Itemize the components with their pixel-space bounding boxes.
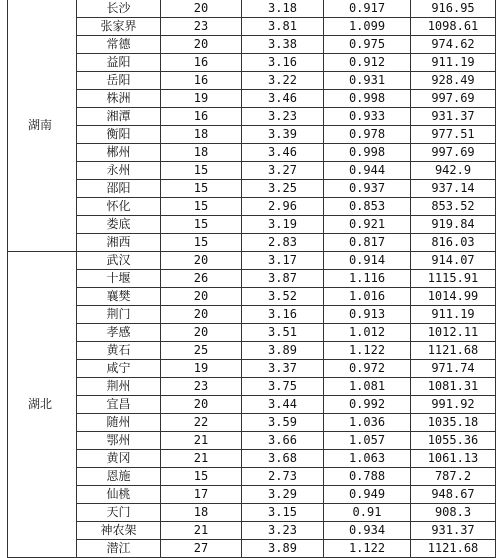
table-row	[8, 486, 496, 504]
value-cell-v2: 2.83	[242, 234, 324, 252]
value-cell-v2: 3.39	[242, 126, 324, 144]
city-cell: 荆门	[77, 306, 161, 324]
table-row	[8, 126, 496, 144]
value-cell-v4: 1098.61	[411, 18, 496, 36]
value-cell-v3: 0.937	[324, 180, 411, 198]
value-cell-v4: 974.62	[411, 36, 496, 54]
city-cell: 襄樊	[77, 288, 161, 306]
table-row	[8, 504, 496, 522]
table-row	[8, 162, 496, 180]
value-cell-v4: 931.37	[411, 522, 496, 540]
value-cell-v3: 0.998	[324, 90, 411, 108]
value-cell-v3: 0.944	[324, 162, 411, 180]
city-cell: 神农架	[77, 522, 161, 540]
value-cell-v4: 931.37	[411, 108, 496, 126]
value-cell-v1: 21	[161, 450, 242, 468]
value-cell-v2: 3.16	[242, 306, 324, 324]
value-cell-v4: 928.49	[411, 72, 496, 90]
value-cell-v3: 0.931	[324, 72, 411, 90]
value-cell-v3: 1.012	[324, 324, 411, 342]
city-cell: 恩施	[77, 468, 161, 486]
value-cell-v1: 19	[161, 90, 242, 108]
value-cell-v4: 908.3	[411, 504, 496, 522]
city-cell: 娄底	[77, 216, 161, 234]
value-cell-v1: 21	[161, 522, 242, 540]
value-cell-v4: 991.92	[411, 396, 496, 414]
city-cell: 岳阳	[77, 72, 161, 90]
value-cell-v4: 1121.68	[411, 540, 496, 558]
value-cell-v2: 3.81	[242, 18, 324, 36]
data-table	[7, 0, 496, 558]
value-cell-v3: 1.122	[324, 342, 411, 360]
value-cell-v4: 911.19	[411, 54, 496, 72]
value-cell-v3: 0.917	[324, 0, 411, 18]
value-cell-v3: 0.934	[324, 522, 411, 540]
value-cell-v2: 3.17	[242, 252, 324, 270]
value-cell-v4: 1115.91	[411, 270, 496, 288]
value-cell-v3: 0.992	[324, 396, 411, 414]
value-cell-v4: 1012.11	[411, 324, 496, 342]
value-cell-v3: 1.099	[324, 18, 411, 36]
value-cell-v3: 1.057	[324, 432, 411, 450]
table-row	[8, 54, 496, 72]
table-row	[8, 270, 496, 288]
table-row	[8, 18, 496, 36]
value-cell-v3: 1.116	[324, 270, 411, 288]
value-cell-v1: 20	[161, 324, 242, 342]
value-cell-v1: 20	[161, 288, 242, 306]
table-row	[8, 198, 496, 216]
value-cell-v1: 15	[161, 468, 242, 486]
value-cell-v1: 16	[161, 54, 242, 72]
city-cell: 长沙	[77, 0, 161, 18]
value-cell-v2: 3.23	[242, 522, 324, 540]
city-cell: 仙桃	[77, 486, 161, 504]
value-cell-v2: 3.68	[242, 450, 324, 468]
table-row	[8, 180, 496, 198]
value-cell-v2: 3.46	[242, 144, 324, 162]
city-cell: 潜江	[77, 540, 161, 558]
value-cell-v3: 0.975	[324, 36, 411, 54]
value-cell-v2: 3.25	[242, 180, 324, 198]
value-cell-v2: 3.19	[242, 216, 324, 234]
value-cell-v4: 1081.31	[411, 378, 496, 396]
value-cell-v4: 1061.13	[411, 450, 496, 468]
city-cell: 邵阳	[77, 180, 161, 198]
value-cell-v1: 25	[161, 342, 242, 360]
city-cell: 湘潭	[77, 108, 161, 126]
value-cell-v4: 1035.18	[411, 414, 496, 432]
value-cell-v2: 3.89	[242, 342, 324, 360]
value-cell-v2: 3.66	[242, 432, 324, 450]
table-row	[8, 144, 496, 162]
value-cell-v1: 21	[161, 432, 242, 450]
value-cell-v4: 919.84	[411, 216, 496, 234]
city-cell: 郴州	[77, 144, 161, 162]
table-row	[8, 342, 496, 360]
value-cell-v1: 20	[161, 252, 242, 270]
table-row	[8, 414, 496, 432]
value-cell-v1: 22	[161, 414, 242, 432]
value-cell-v4: 914.07	[411, 252, 496, 270]
value-cell-v2: 2.96	[242, 198, 324, 216]
value-cell-v2: 3.89	[242, 540, 324, 558]
value-cell-v3: 0.921	[324, 216, 411, 234]
value-cell-v1: 15	[161, 216, 242, 234]
table-row	[8, 216, 496, 234]
value-cell-v1: 20	[161, 306, 242, 324]
value-cell-v4: 977.51	[411, 126, 496, 144]
value-cell-v1: 15	[161, 180, 242, 198]
city-cell: 永州	[77, 162, 161, 180]
table-row	[8, 396, 496, 414]
city-cell: 湘西	[77, 234, 161, 252]
table-row	[8, 378, 496, 396]
value-cell-v3: 0.91	[324, 504, 411, 522]
table-body	[8, 0, 496, 558]
value-cell-v3: 0.914	[324, 252, 411, 270]
city-cell: 鄂州	[77, 432, 161, 450]
city-cell: 怀化	[77, 198, 161, 216]
value-cell-v1: 18	[161, 144, 242, 162]
city-cell: 咸宁	[77, 360, 161, 378]
table-row	[8, 90, 496, 108]
table-row	[8, 108, 496, 126]
value-cell-v1: 17	[161, 486, 242, 504]
table-row	[8, 288, 496, 306]
city-cell: 黄石	[77, 342, 161, 360]
value-cell-v2: 3.15	[242, 504, 324, 522]
value-cell-v1: 15	[161, 162, 242, 180]
value-cell-v4: 997.69	[411, 144, 496, 162]
value-cell-v3: 0.912	[324, 54, 411, 72]
value-cell-v2: 3.29	[242, 486, 324, 504]
value-cell-v3: 0.853	[324, 198, 411, 216]
value-cell-v2: 3.27	[242, 162, 324, 180]
value-cell-v3: 1.122	[324, 540, 411, 558]
value-cell-v3: 0.972	[324, 360, 411, 378]
value-cell-v2: 3.44	[242, 396, 324, 414]
value-cell-v3: 1.063	[324, 450, 411, 468]
value-cell-v3: 0.933	[324, 108, 411, 126]
table-row	[8, 234, 496, 252]
city-cell: 天门	[77, 504, 161, 522]
city-cell: 荆州	[77, 378, 161, 396]
table-row	[8, 540, 496, 558]
value-cell-v1: 20	[161, 396, 242, 414]
value-cell-v1: 20	[161, 36, 242, 54]
value-cell-v1: 26	[161, 270, 242, 288]
value-cell-v4: 971.74	[411, 360, 496, 378]
value-cell-v4: 816.03	[411, 234, 496, 252]
table-row	[8, 306, 496, 324]
value-cell-v4: 942.9	[411, 162, 496, 180]
value-cell-v2: 3.18	[242, 0, 324, 18]
city-cell: 益阳	[77, 54, 161, 72]
table-row	[8, 360, 496, 378]
table-row	[8, 468, 496, 486]
value-cell-v1: 23	[161, 378, 242, 396]
value-cell-v3: 1.081	[324, 378, 411, 396]
value-cell-v4: 937.14	[411, 180, 496, 198]
value-cell-v1: 16	[161, 72, 242, 90]
value-cell-v2: 3.37	[242, 360, 324, 378]
table-row	[8, 522, 496, 540]
value-cell-v1: 16	[161, 108, 242, 126]
value-cell-v4: 916.95	[411, 0, 496, 18]
city-cell: 株洲	[77, 90, 161, 108]
value-cell-v3: 1.036	[324, 414, 411, 432]
value-cell-v1: 15	[161, 198, 242, 216]
value-cell-v1: 15	[161, 234, 242, 252]
city-cell: 武汉	[77, 252, 161, 270]
value-cell-v1: 20	[161, 0, 242, 18]
value-cell-v1: 27	[161, 540, 242, 558]
value-cell-v2: 3.38	[242, 36, 324, 54]
value-cell-v4: 948.67	[411, 486, 496, 504]
province-cell: 湖北	[8, 252, 77, 558]
city-cell: 宜昌	[77, 396, 161, 414]
value-cell-v3: 0.978	[324, 126, 411, 144]
table-row	[8, 450, 496, 468]
city-cell: 黄冈	[77, 450, 161, 468]
city-cell: 张家界	[77, 18, 161, 36]
value-cell-v4: 1055.36	[411, 432, 496, 450]
value-cell-v1: 18	[161, 126, 242, 144]
city-cell: 孝感	[77, 324, 161, 342]
value-cell-v3: 0.788	[324, 468, 411, 486]
value-cell-v4: 1121.68	[411, 342, 496, 360]
value-cell-v2: 3.75	[242, 378, 324, 396]
value-cell-v4: 1014.99	[411, 288, 496, 306]
value-cell-v1: 19	[161, 360, 242, 378]
city-cell: 随州	[77, 414, 161, 432]
table-row	[8, 72, 496, 90]
value-cell-v4: 911.19	[411, 306, 496, 324]
value-cell-v3: 0.998	[324, 144, 411, 162]
value-cell-v2: 3.22	[242, 72, 324, 90]
value-cell-v2: 3.59	[242, 414, 324, 432]
value-cell-v4: 787.2	[411, 468, 496, 486]
table-row	[8, 432, 496, 450]
value-cell-v2: 3.51	[242, 324, 324, 342]
value-cell-v2: 3.23	[242, 108, 324, 126]
table-row	[8, 36, 496, 54]
value-cell-v3: 0.913	[324, 306, 411, 324]
value-cell-v2: 3.46	[242, 90, 324, 108]
value-cell-v2: 3.87	[242, 270, 324, 288]
value-cell-v3: 0.817	[324, 234, 411, 252]
value-cell-v1: 18	[161, 504, 242, 522]
value-cell-v2: 3.16	[242, 54, 324, 72]
value-cell-v4: 997.69	[411, 90, 496, 108]
value-cell-v2: 2.73	[242, 468, 324, 486]
value-cell-v2: 3.52	[242, 288, 324, 306]
table-row	[8, 0, 496, 18]
city-cell: 十堰	[77, 270, 161, 288]
value-cell-v3: 0.949	[324, 486, 411, 504]
value-cell-v1: 23	[161, 18, 242, 36]
value-cell-v4: 853.52	[411, 198, 496, 216]
city-cell: 衡阳	[77, 126, 161, 144]
table-row	[8, 324, 496, 342]
province-cell: 湖南	[8, 0, 77, 252]
value-cell-v3: 1.016	[324, 288, 411, 306]
table-row	[8, 252, 496, 270]
city-cell: 常德	[77, 36, 161, 54]
